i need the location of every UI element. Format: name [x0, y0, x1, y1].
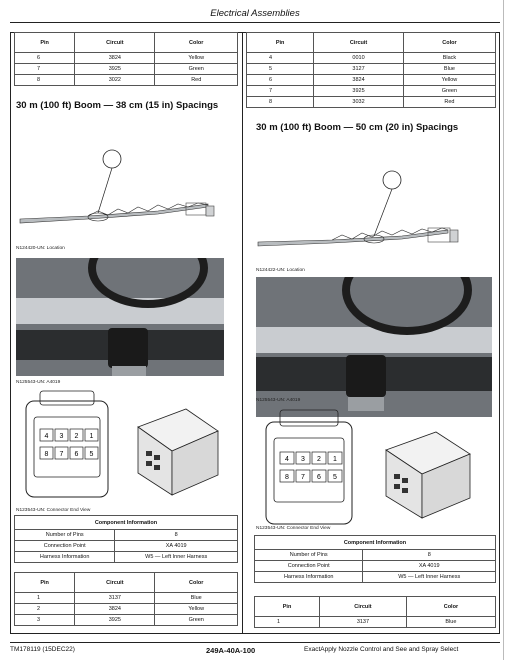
pin-cell: 7 — [247, 86, 314, 97]
pin-cell: 6 — [247, 75, 314, 86]
cavity-label: 1 — [333, 456, 337, 463]
component-key: Harness Information — [255, 572, 363, 583]
pin-cell: 2 — [15, 604, 75, 615]
cavity-label: 3 — [301, 456, 305, 463]
right-boom-location-figure — [252, 164, 492, 254]
color-cell: Blue — [155, 593, 238, 604]
table-row — [255, 617, 496, 628]
table-row — [15, 604, 238, 615]
pin-cell: 4 — [247, 53, 314, 64]
component-value: W5 — Left Inner Harness — [115, 552, 238, 563]
right-end-view-caption: N123543-UN: Connector End View — [256, 526, 331, 531]
right-column — [246, 32, 496, 625]
circuit-header: Circuit — [314, 33, 404, 53]
component-title: Component Information — [15, 516, 238, 530]
table-row — [15, 64, 238, 75]
pin-header: Pin — [15, 33, 75, 53]
component-key: Connection Point — [255, 561, 363, 572]
right-section-title: 30 m (100 ft) Boom — 50 cm (20 in) Spacings — [256, 122, 459, 133]
circuit-cell: 3137 — [320, 617, 407, 628]
table-header-row — [255, 597, 496, 617]
left-connector-caption: N125543-UN: A4019 — [16, 380, 61, 385]
color-cell: Blue — [406, 617, 495, 628]
color-cell: Green — [155, 64, 238, 75]
cavity-label: 8 — [44, 451, 49, 458]
connector-3d-view — [138, 409, 218, 495]
component-title-row — [255, 536, 496, 550]
pin-cell: 1 — [15, 593, 75, 604]
left-top-pin-table — [14, 32, 238, 86]
color-cell: Red — [403, 97, 495, 108]
left-end-view-caption: N123543-UN: Connector End View — [16, 508, 91, 513]
component-value: W5 — Left Inner Harness — [363, 572, 496, 583]
footer-doc-title: ExactApply Nozzle Control and See and Spray Select — [304, 646, 459, 653]
left-column — [14, 32, 238, 623]
pin-header: Pin — [247, 33, 314, 53]
component-title-row — [15, 516, 238, 530]
column-divider — [242, 32, 243, 634]
pin-cell: 8 — [15, 75, 75, 86]
circuit-cell: 3824 — [314, 75, 404, 86]
right-connector-photo — [256, 277, 492, 417]
table-row — [15, 593, 238, 604]
cavity-label: 3 — [59, 433, 64, 440]
color-cell: Blue — [403, 64, 495, 75]
color-cell: Yellow — [155, 604, 238, 615]
cavity-label: 2 — [317, 456, 321, 463]
left-component-info-table — [14, 515, 238, 563]
cavity-label: 5 — [89, 451, 94, 458]
color-cell: Green — [403, 86, 495, 97]
pin-cell: 3 — [15, 615, 75, 626]
page-header-title: Electrical Assemblies — [210, 8, 300, 19]
table-row — [15, 552, 238, 563]
cavity-label: 4 — [285, 456, 289, 463]
pin-header: Pin — [15, 573, 75, 593]
table-row — [247, 64, 496, 75]
color-header: Color — [403, 33, 495, 53]
circuit-cell: 3032 — [314, 97, 404, 108]
cavity-label: 2 — [74, 433, 79, 440]
cavity-label: 5 — [333, 474, 337, 481]
component-value: 8 — [115, 530, 238, 541]
right-bottom-pin-table — [254, 596, 496, 628]
color-cell: Yellow — [403, 75, 495, 86]
table-header-row — [247, 33, 496, 53]
table-row — [255, 572, 496, 583]
pin-cell: 8 — [247, 97, 314, 108]
circuit-cell: 3925 — [75, 615, 155, 626]
left-location-caption: N124420-UN: Location — [16, 246, 65, 251]
table-row — [247, 75, 496, 86]
cavity-label: 6 — [74, 451, 79, 458]
right-top-pin-table — [246, 32, 496, 108]
color-cell: Black — [403, 53, 495, 64]
left-boom-location-figure — [18, 147, 228, 227]
color-header: Color — [155, 573, 238, 593]
table-row — [15, 541, 238, 552]
connector-3d-view — [386, 432, 470, 518]
table-header-row — [15, 573, 238, 593]
circuit-header: Circuit — [75, 573, 155, 593]
table-row — [255, 550, 496, 561]
table-row — [247, 86, 496, 97]
circuit-cell: 3022 — [75, 75, 155, 86]
component-key: Number of Pins — [255, 550, 363, 561]
color-cell: Yellow — [155, 53, 238, 64]
color-cell: Green — [155, 615, 238, 626]
table-row — [247, 53, 496, 64]
photo-connector — [346, 355, 386, 397]
component-value: XA 4019 — [363, 561, 496, 572]
cavity-label: 7 — [59, 451, 64, 458]
table-header-row — [15, 33, 238, 53]
circuit-cell: 0010 — [314, 53, 404, 64]
circuit-cell: 3824 — [75, 604, 155, 615]
cavity-label: 7 — [301, 474, 305, 481]
circuit-cell: 3824 — [75, 53, 155, 64]
right-connector-caption: N125543-UN: A4019 — [256, 398, 301, 403]
color-header: Color — [406, 597, 495, 617]
pin-header: Pin — [255, 597, 320, 617]
pin-cell: 6 — [15, 53, 75, 64]
pin-cell: 5 — [247, 64, 314, 75]
circuit-cell: 3925 — [75, 64, 155, 75]
table-row — [247, 97, 496, 108]
component-key: Harness Information — [15, 552, 115, 563]
circuit-header: Circuit — [75, 33, 155, 53]
header-rule — [10, 22, 500, 23]
photo-nozzles — [112, 366, 146, 376]
circuit-header: Circuit — [320, 597, 407, 617]
component-key: Number of Pins — [15, 530, 115, 541]
right-component-info-table — [254, 535, 496, 583]
cavity-label: 6 — [317, 474, 321, 481]
table-row — [15, 75, 238, 86]
left-bottom-pin-table — [14, 572, 238, 626]
table-row — [15, 530, 238, 541]
color-header: Color — [155, 33, 238, 53]
footer-rule — [10, 642, 500, 643]
photo-frame-rail — [256, 327, 492, 353]
table-row — [15, 615, 238, 626]
circuit-cell: 3127 — [314, 64, 404, 75]
circuit-cell: 3137 — [75, 593, 155, 604]
left-connector-photo — [16, 258, 224, 376]
component-value: 8 — [363, 550, 496, 561]
manual-page — [10, 0, 500, 660]
page-edge — [503, 0, 504, 660]
table-row — [15, 53, 238, 64]
right-location-caption: N124422-UN: Location — [256, 268, 305, 273]
circuit-cell: 3925 — [314, 86, 404, 97]
cavity-label: 4 — [44, 433, 49, 440]
cavity-label: 8 — [285, 474, 289, 481]
photo-connector — [108, 328, 148, 368]
footer-page-number: 249A-40A-100 — [206, 646, 256, 655]
footer-doc-id: TM178119 (15DEC22) — [10, 646, 75, 653]
left-connector-end-view — [18, 387, 226, 507]
pin-cell: 1 — [255, 617, 320, 628]
pin-cell: 7 — [15, 64, 75, 75]
component-value: XA 4019 — [115, 541, 238, 552]
right-connector-end-view — [256, 406, 492, 534]
table-row — [255, 561, 496, 572]
component-key: Connection Point — [15, 541, 115, 552]
left-section-title: 30 m (100 ft) Boom — 38 cm (15 in) Spacings — [16, 100, 219, 111]
cavity-label: 1 — [89, 433, 94, 440]
color-cell: Red — [155, 75, 238, 86]
component-title: Component Information — [255, 536, 496, 550]
